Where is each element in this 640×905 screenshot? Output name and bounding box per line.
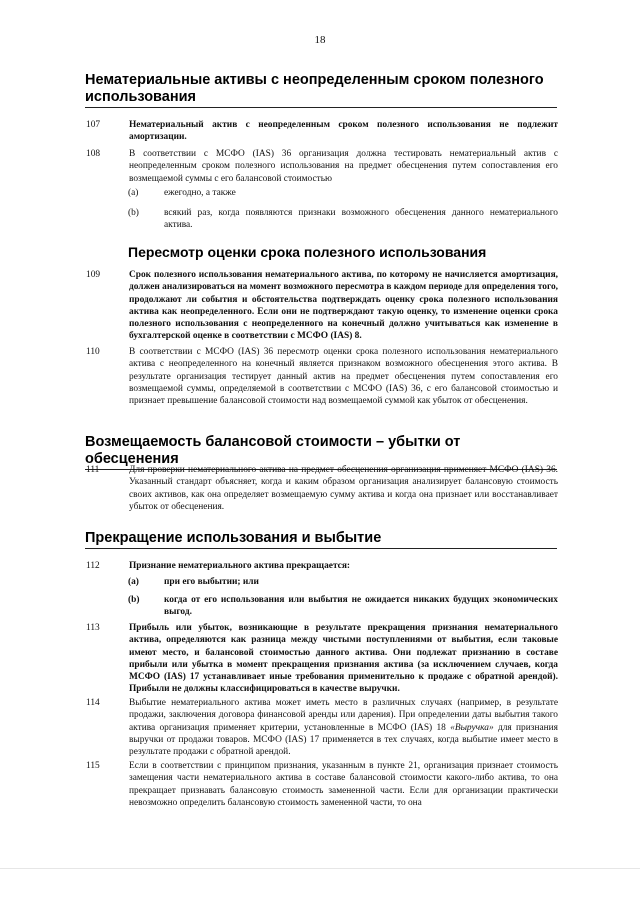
paragraph-number: 114 bbox=[86, 698, 100, 708]
paragraph-text-part-1: Выбытие нематериального актива может иметь место в различных случаях (например, в результате продажи, заключения договора финансовой аренды или дарения). При определении даты выбытия такого актива организация применяет критерии, установленные в МСФО (IAS) 18 bbox=[129, 698, 558, 733]
item-text: ежегодно, а также bbox=[164, 188, 236, 198]
paragraph-text: В соответствии с МСФО (IAS) 36 организация должна тестировать нематериальный актив с неопределенным сроком полезного использования на предмет обесценения путем сопоставления его возмещаемой суммы с его балансовой стоимостью bbox=[129, 149, 558, 184]
paragraph-text: Нематериальный актив с неопределенным сроком полезного использования не подлежит амортизации. bbox=[129, 120, 558, 143]
paragraph-number: 108 bbox=[86, 149, 101, 159]
section-heading-recoverability: Возмещаемость балансовой стоимости – убытки от обесценения bbox=[85, 434, 557, 470]
page-number: 18 bbox=[314, 34, 326, 46]
italic-term: «Выручка» bbox=[450, 722, 494, 733]
paragraph-text: Прибыль или убыток, возникающие в результате прекращения признания нематериального актива, определяются как разница между чистыми поступлениями от выбытия, если таковые имеют место, и балансовой стоимостью данного актива. Они подлежат признанию в составе прибыли или убытка в момент прекращения признания актива (за исключением случаев, когда МСФО (IAS) 17 устанавливает иные требования применительно к продаже с обратной арендой). Прибыли не должны классифицироваться в качестве выручки. bbox=[129, 623, 558, 695]
item-label: (b) bbox=[128, 595, 140, 605]
paragraph-number: 109 bbox=[86, 270, 101, 280]
paragraph-number: 110 bbox=[86, 347, 100, 357]
scan-artifact-line bbox=[0, 868, 640, 869]
paragraph-text-part-2: для признания выручки от продажи товаров. МСФО (IAS) 17 применяется в тех случаях, когда выбытие имеет место в результате продажи с обратной арендой. bbox=[129, 722, 558, 758]
paragraph-text: Если в соответствии с принципом признания, указанным в пункте 21, организация признает стоимость замещения части нематериального актива в составе балансовой стоимости какого-либо актива, то она прекращает признавать балансовую стоимость замененной части. Если для организации практически невозможно определить балансовую стоимость замененной части, то она bbox=[129, 761, 558, 808]
item-text: когда от его использования или выбытия не ожидается никаких будущих экономических выгод. bbox=[164, 595, 558, 618]
paragraph-text: Для проверки нематериального актива на предмет обесценения организация применяет МСФО (IAS) 36. Указанный стандарт объясняет, когда и каким образом организация анализирует балансовую стоимость своих активов, как она определяет возмещаемую сумму актива и когда она признает или восстанавливает убыток от обесценения. bbox=[129, 465, 558, 512]
paragraph-text bbox=[129, 697, 558, 758]
item-label: (a) bbox=[128, 188, 139, 198]
section-heading-indefinite-life: Нематериальные активы с неопределенным сроком полезного использования bbox=[85, 72, 557, 108]
paragraph-number: 107 bbox=[86, 120, 101, 130]
paragraph-number: 111 bbox=[86, 465, 100, 475]
item-text: всякий раз, когда появляются признаки возможного обесценения данного нематериального актива. bbox=[164, 208, 558, 231]
paragraph-number: 113 bbox=[86, 623, 100, 633]
paragraph-text: Срок полезного использования нематериального актива, по которому не начисляется амортизация, должен анализироваться на момент возможного пересмотра в каждом периоде для определения того, продолжают ли события и обстоятельства подтверждать оценку срока полезного использования актива как неопределенного. Если они не подтверждают такую оценку, то изменение оценки срока полезного использования с неопределенного на конечный должно учитываться как изменение в бухгалтерской оценке в соответствии с МСФО (IAS) 8. bbox=[129, 270, 558, 342]
paragraph-number: 112 bbox=[86, 561, 100, 571]
paragraph-text: В соответствии с МСФО (IAS) 36 пересмотр оценки срока полезного использования нематериального актива с неопределенного на конечный является признаком возможного обесценения этого актива. В результате организация тестирует данный актив на предмет обесценения путем сопоставления его возмещаемой суммы, определяемой в соответствии с МСФО (IAS) 36, с его балансовой стоимостью и признает превышение балансовой стоимости над возмещаемой суммой как убыток от обесценения. bbox=[129, 347, 558, 407]
section-heading-derecognition: Прекращение использования и выбытие bbox=[85, 530, 557, 549]
subsection-heading-review: Пересмотр оценки срока полезного использования bbox=[128, 244, 487, 260]
paragraph-text: Признание нематериального актива прекращается: bbox=[129, 561, 351, 571]
paragraph-number: 115 bbox=[86, 761, 100, 771]
item-label: (a) bbox=[128, 577, 139, 587]
item-label: (b) bbox=[128, 208, 139, 218]
item-text: при его выбытии; или bbox=[164, 577, 259, 587]
